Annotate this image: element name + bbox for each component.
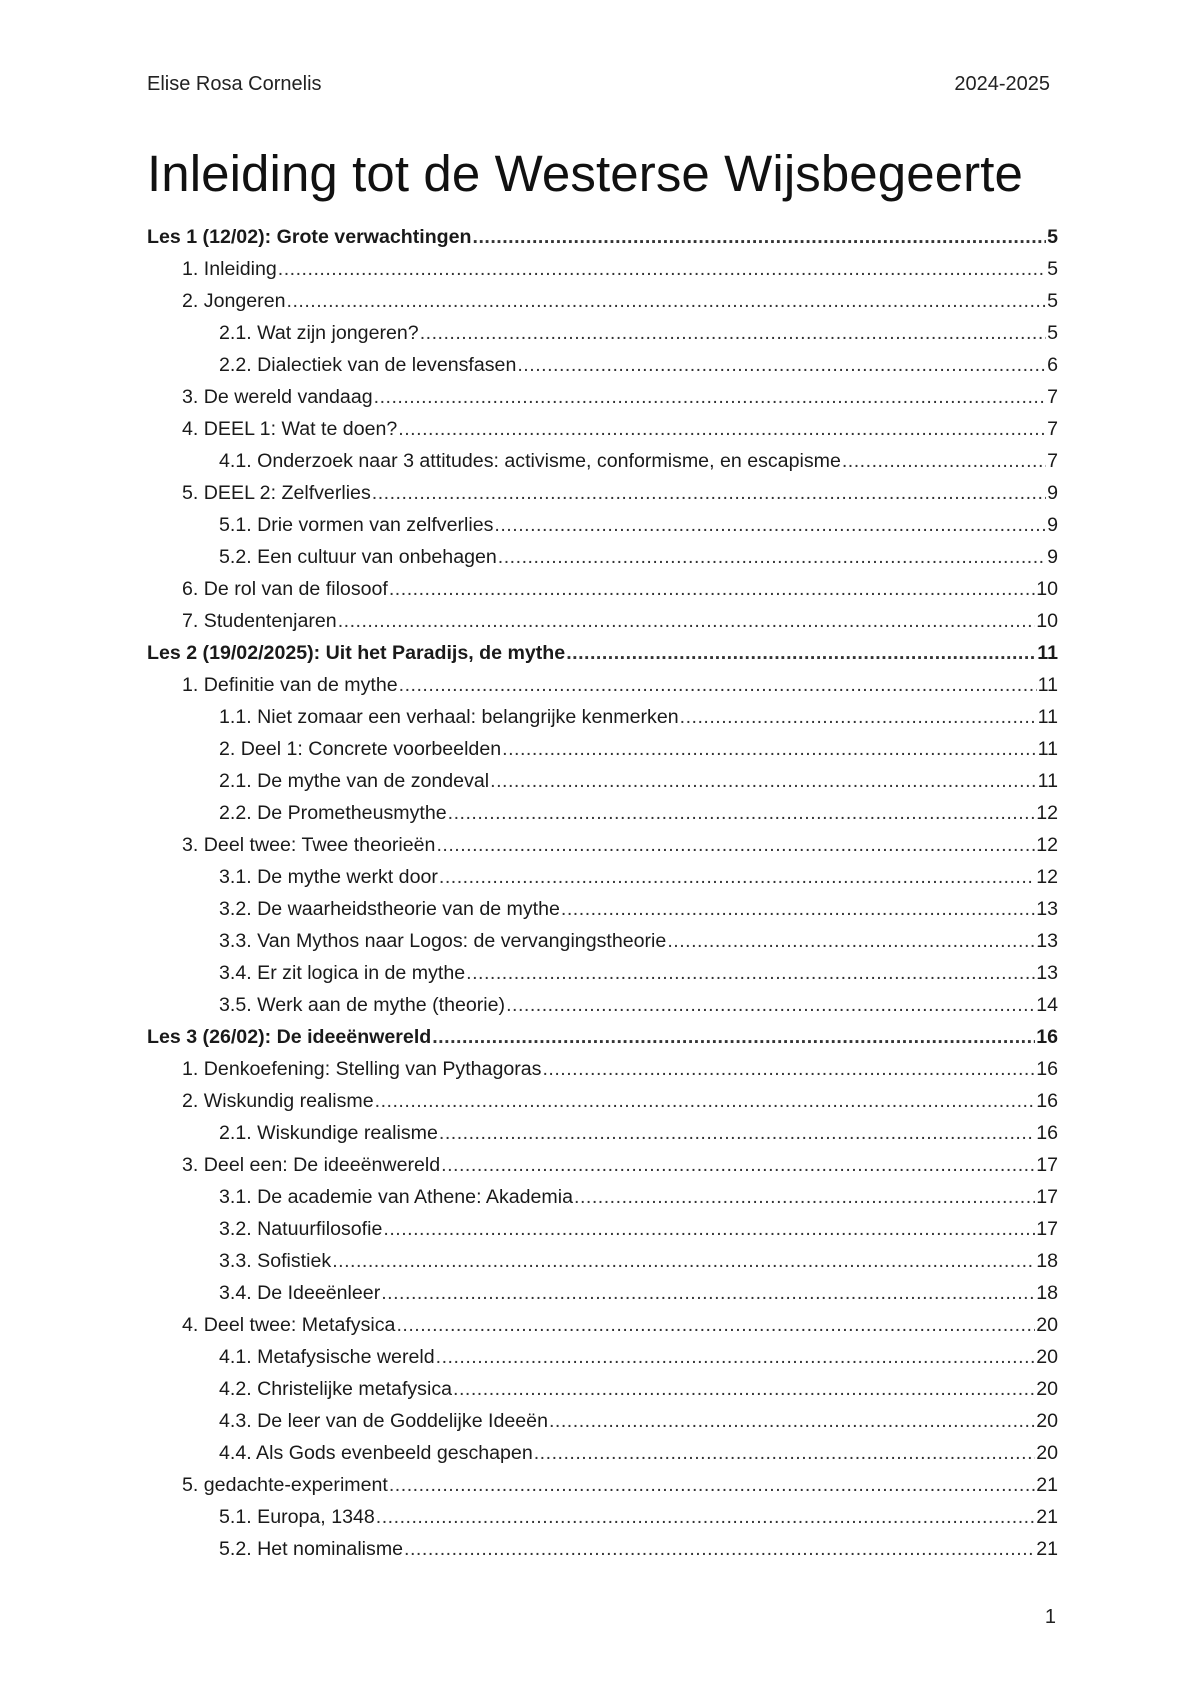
toc-entry-link[interactable] [147, 1053, 1058, 1085]
toc-entry-label: 4.3. De leer van de Goddelijke Ideeën [219, 1410, 548, 1432]
toc-dot-leader [549, 1405, 1035, 1437]
toc-dot-leader [436, 1341, 1036, 1373]
toc-dot-leader [376, 1501, 1035, 1533]
toc-entry-label: 3. Deel een: De ideeënwereld [182, 1154, 441, 1176]
toc-page-number: 10 [1036, 578, 1058, 600]
toc-entry-label: 2. Wiskundig realisme [182, 1090, 374, 1112]
toc-entry-label: 2. Deel 1: Concrete voorbeelden [219, 738, 502, 760]
toc-dot-leader [374, 381, 1046, 413]
toc-dot-leader [278, 253, 1046, 285]
toc-dot-leader [383, 1213, 1035, 1245]
toc-entry-link[interactable] [147, 989, 1058, 1021]
toc-page-number: 9 [1047, 482, 1058, 504]
toc-dot-leader [517, 349, 1046, 381]
toc-dot-leader [574, 1181, 1035, 1213]
toc-page-number: 20 [1036, 1314, 1058, 1336]
toc-dot-leader [561, 893, 1035, 925]
toc-dot-leader [439, 1117, 1035, 1149]
toc-entry-label: 1.1. Niet zomaar een verhaal: belangrijke kenmerken [219, 706, 679, 728]
toc-entry-label: 3.5. Werk aan de mythe (theorie) [219, 994, 506, 1016]
toc-entry-label: 3.2. De waarheidstheorie van de mythe [219, 898, 560, 920]
toc-page-number: 21 [1036, 1506, 1058, 1528]
toc-entry-label: Les 1 (12/02): Grote verwachtingen [147, 226, 472, 248]
toc-entry-label: 5.2. Het nominalisme [219, 1538, 404, 1560]
toc-entry-link[interactable] [147, 829, 1058, 861]
toc-dot-leader [502, 733, 1037, 765]
toc-entry-link[interactable] [147, 1117, 1058, 1149]
toc-page-number: 16 [1036, 1058, 1058, 1080]
toc-entry-link[interactable] [147, 1181, 1058, 1213]
toc-dot-leader [473, 221, 1047, 253]
page-header [147, 73, 1053, 99]
toc-entry-label: 5.2. Een cultuur van onbehagen [219, 546, 497, 568]
toc-entry-label: 2.1. De mythe van de zondeval [219, 770, 490, 792]
toc-page-number: 5 [1047, 322, 1058, 344]
toc-dot-leader [441, 1149, 1035, 1181]
toc-dot-leader [453, 1373, 1035, 1405]
toc-entry-link[interactable] [147, 477, 1058, 509]
toc-page-number: 20 [1036, 1346, 1058, 1368]
toc-entry-link[interactable] [147, 925, 1058, 957]
toc-dot-leader [498, 541, 1046, 573]
toc-entry-label: 3.3. Van Mythos naar Logos: de vervangingstheorie [219, 930, 667, 952]
toc-dot-leader [404, 1533, 1035, 1565]
toc-dot-leader [287, 285, 1047, 317]
toc-entry-link[interactable] [147, 1277, 1058, 1309]
toc-entry-label: 3. Deel twee: Twee theorieën [182, 834, 436, 856]
toc-page-number: 7 [1047, 386, 1058, 408]
toc-dot-leader [399, 669, 1037, 701]
toc-page-number: 14 [1036, 994, 1058, 1016]
toc-page-number: 11 [1037, 642, 1058, 664]
toc-dot-leader [375, 1085, 1036, 1117]
toc-dot-leader [338, 605, 1036, 637]
toc-entry-label: 4.2. Christelijke metafysica [219, 1378, 453, 1400]
toc-dot-leader [667, 925, 1035, 957]
header-year: 2024-2025 [954, 73, 1050, 95]
toc-entry-label: 2.1. Wat zijn jongeren? [219, 322, 419, 344]
toc-dot-leader [436, 829, 1035, 861]
toc-entry-label: Les 2 (19/02/2025): Uit het Paradijs, de mythe [147, 642, 566, 664]
toc-entry-link[interactable] [147, 573, 1058, 605]
toc-page-number: 7 [1047, 450, 1058, 472]
toc-entry-link[interactable] [147, 1437, 1058, 1469]
toc-page-number: 9 [1047, 546, 1058, 568]
toc-page-number: 21 [1036, 1474, 1058, 1496]
toc-entry-label: 2.2. De Prometheusmythe [219, 802, 447, 824]
toc-page-number: 20 [1036, 1442, 1058, 1464]
toc-entry-label: 3.4. Er zit logica in de mythe [219, 962, 466, 984]
toc-entry-label: 3. De wereld vandaag [182, 386, 373, 408]
toc-entry-link[interactable] [147, 765, 1058, 797]
toc-entry-label: 6. De rol van de filosoof [182, 578, 388, 600]
toc-entry-label: 4. DEEL 1: Wat te doen? [182, 418, 398, 440]
document-title: Inleiding tot de Westerse Wijsbegeerte [147, 145, 1023, 202]
header-author: Elise Rosa Cornelis [147, 73, 322, 95]
toc-dot-leader [396, 1309, 1035, 1341]
toc-dot-leader [680, 701, 1037, 733]
toc-page-number: 16 [1036, 1090, 1058, 1112]
toc-entry-label: 5.1. Drie vormen van zelfverlies [219, 514, 494, 536]
toc-entry-link[interactable] [147, 1309, 1058, 1341]
toc-entry-link[interactable] [147, 1469, 1058, 1501]
toc-dot-leader [439, 861, 1035, 893]
toc-entry-link[interactable] [147, 893, 1058, 925]
toc-page-number: 17 [1036, 1154, 1058, 1176]
toc-entry-label: 4. Deel twee: Metafysica [182, 1314, 396, 1336]
toc-dot-leader [420, 317, 1046, 349]
toc-heading-link[interactable] [147, 1021, 1058, 1053]
toc-entry-label: 3.2. Natuurfilosofie [219, 1218, 383, 1240]
page-number: 1 [1044, 1606, 1056, 1628]
toc-entry-label: 3.3. Sofistiek [219, 1250, 332, 1272]
toc-page-number: 13 [1036, 898, 1058, 920]
toc-dot-leader [566, 637, 1036, 669]
toc-entry-label: 4.4. Als Gods evenbeeld geschapen [219, 1442, 533, 1464]
toc-page-number: 6 [1047, 354, 1058, 376]
toc-page-number: 13 [1036, 962, 1058, 984]
toc-entry-link[interactable] [147, 1341, 1058, 1373]
toc-page-number: 17 [1036, 1186, 1058, 1208]
toc-page-number: 11 [1037, 706, 1058, 728]
toc-dot-leader [432, 1021, 1035, 1053]
toc-page-number: 13 [1036, 930, 1058, 952]
toc-dot-leader [534, 1437, 1035, 1469]
toc-page-number: 7 [1047, 418, 1058, 440]
toc-entry-link[interactable] [147, 1405, 1058, 1437]
toc-entry-label: 3.1. De mythe werkt door [219, 866, 438, 888]
toc-entry-link[interactable] [147, 1085, 1058, 1117]
toc-entry-label: 1. Inleiding [182, 258, 277, 280]
toc-entry-label: 5. DEEL 2: Zelfverlies [182, 482, 371, 504]
toc-entry-link[interactable] [147, 797, 1058, 829]
toc-entry-link[interactable] [147, 445, 1058, 477]
toc-page-number: 12 [1036, 866, 1058, 888]
toc-entry-label: 3.1. De academie van Athene: Akademia [219, 1186, 574, 1208]
toc-page-number: 21 [1036, 1538, 1058, 1560]
toc-entry-link[interactable] [147, 253, 1058, 285]
toc-page-number: 20 [1036, 1378, 1058, 1400]
toc-page-number: 16 [1036, 1122, 1058, 1144]
toc-entry-link[interactable] [147, 861, 1058, 893]
toc-entry-link[interactable] [147, 669, 1058, 701]
toc-page-number: 5 [1047, 258, 1058, 280]
toc-entry-link[interactable] [147, 317, 1058, 349]
toc-page-number: 16 [1036, 1026, 1058, 1048]
toc-page-number: 18 [1036, 1282, 1058, 1304]
toc-entry-link[interactable] [147, 701, 1058, 733]
toc-page-number: 17 [1036, 1218, 1058, 1240]
toc-entry-link[interactable] [147, 285, 1058, 317]
toc-entry-label: 5.1. Europa, 1348 [219, 1506, 375, 1528]
toc-page-number: 11 [1037, 770, 1058, 792]
toc-entry-label: 7. Studentenjaren [182, 610, 337, 632]
toc-heading-link[interactable] [147, 221, 1058, 253]
toc-entry-link[interactable] [147, 541, 1058, 573]
toc-dot-leader [842, 445, 1046, 477]
toc-entry-link[interactable] [147, 1501, 1058, 1533]
toc-entry-link[interactable] [147, 1245, 1058, 1277]
toc-dot-leader [381, 1277, 1035, 1309]
toc-page-number: 18 [1036, 1250, 1058, 1272]
toc-page-number: 10 [1036, 610, 1058, 632]
toc-entry-link[interactable] [147, 733, 1058, 765]
toc-entry-link[interactable] [147, 957, 1058, 989]
toc-dot-leader [466, 957, 1035, 989]
toc-page-number: 5 [1047, 226, 1058, 248]
toc-entry-label: 5. gedachte-experiment [182, 1474, 388, 1496]
toc-entry-link[interactable] [147, 349, 1058, 381]
toc-entry-label: 4.1. Metafysische wereld [219, 1346, 435, 1368]
toc-entry-link[interactable] [147, 381, 1058, 413]
toc-entry-link[interactable] [147, 509, 1058, 541]
toc-dot-leader [494, 509, 1046, 541]
toc-entry-label: 1. Definitie van de mythe [182, 674, 398, 696]
toc-entry-label: 1. Denkoefening: Stelling van Pythagoras [182, 1058, 542, 1080]
toc-heading-link[interactable] [147, 637, 1058, 669]
toc-entry-label: 2. Jongeren [182, 290, 286, 312]
toc-entry-link[interactable] [147, 413, 1058, 445]
toc-entry-link[interactable] [147, 605, 1058, 637]
toc-entry-link[interactable] [147, 1533, 1058, 1565]
toc-entry-label: 3.4. De Ideeënleer [219, 1282, 381, 1304]
toc-page-number: 5 [1047, 290, 1058, 312]
toc-page-number: 9 [1047, 514, 1058, 536]
toc-dot-leader [372, 477, 1046, 509]
table-of-contents [147, 221, 1058, 1565]
toc-entry-link[interactable] [147, 1373, 1058, 1405]
toc-dot-leader [398, 413, 1046, 445]
toc-page-number: 11 [1037, 674, 1058, 696]
toc-dot-leader [490, 765, 1037, 797]
toc-entry-label: 4.1. Onderzoek naar 3 attitudes: activisme, conformisme, en escapisme [219, 450, 841, 472]
toc-dot-leader [389, 573, 1035, 605]
toc-entry-label: 2.2. Dialectiek van de levensfasen [219, 354, 517, 376]
toc-page-number: 12 [1036, 834, 1058, 856]
toc-entry-label: 2.1. Wiskundige realisme [219, 1122, 438, 1144]
toc-dot-leader [332, 1245, 1035, 1277]
toc-dot-leader [448, 797, 1036, 829]
toc-page-number: 12 [1036, 802, 1058, 824]
toc-dot-leader [542, 1053, 1035, 1085]
toc-entry-link[interactable] [147, 1149, 1058, 1181]
toc-dot-leader [389, 1469, 1035, 1501]
toc-page-number: 11 [1037, 738, 1058, 760]
toc-dot-leader [506, 989, 1035, 1021]
toc-entry-label: Les 3 (26/02): De ideeënwereld [147, 1026, 432, 1048]
toc-page-number: 20 [1036, 1410, 1058, 1432]
toc-entry-link[interactable] [147, 1213, 1058, 1245]
